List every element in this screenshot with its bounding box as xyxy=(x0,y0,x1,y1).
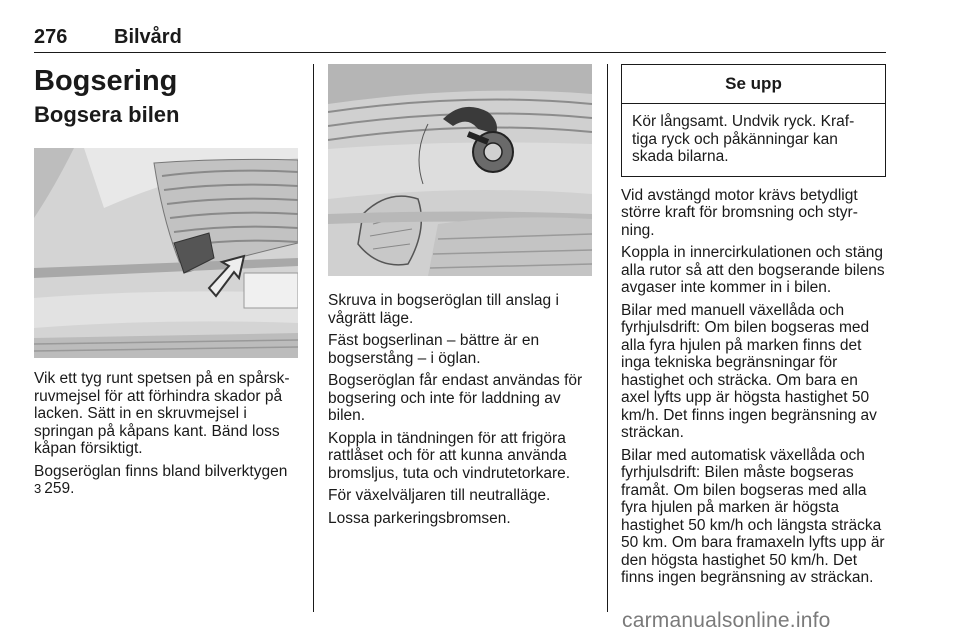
page-reference-link[interactable]: 259. xyxy=(44,480,75,497)
column-divider xyxy=(313,64,314,612)
caution-text: Kör långsamt. Undvik ryck. Kraf-tiga ryck och påkänningar kan skada bilarna. xyxy=(632,113,855,165)
info-paragraph: Bilar med automatisk växellåda och fyrhjulsdrift: Bilen måste bogseras framåt. Om bilen bogseras med alla fyra hjulen på marken är högsta hastighet 50 km/h och längsta sträcka 50 km. Om bara framaxeln lyfts upp är den högsta hastighet 50 km/h. Det finns ingen begränsning av sträckan. xyxy=(621,446,885,586)
column-right xyxy=(621,64,886,592)
instruction-paragraph: Fäst bogserlinan – bättre är en bogserstång – i öglan. xyxy=(328,332,540,367)
info-paragraph: Koppla in innercirkulationen och stäng alla rutor så att den bogserande bilens avgaser inte kommer in i bilen. xyxy=(621,244,885,296)
page-number: 276 xyxy=(34,26,68,48)
column-divider xyxy=(607,64,608,612)
column-middle xyxy=(328,64,592,532)
watermark: carmanualsonline.info xyxy=(622,609,831,632)
illustration-towing-eye xyxy=(328,64,592,276)
page-header xyxy=(34,26,886,53)
info-paragraph: Bilar med manuell växellåda och fyrhjulsdrift: Om bilen bogseras med alla fyra hjulen på marken finns det inga tekniska begränsningar för hastighet och sträcka. Om bara en axel lyfts upp är högsta hastighet 50 km/h. Det finns ingen begränsning av sträckan. xyxy=(621,301,877,441)
page-reference-icon: 3 xyxy=(34,481,42,496)
instruction-paragraph: Vik ett tyg runt spetsen på en spårsk-ruvmejsel för att förhindra skador på lacken. Sätt in en skruvmejsel i springan på kåpans kant. Bänd loss kåpan försiktigt. xyxy=(34,370,290,457)
reference-text: Bogseröglan finns bland bilverktygen xyxy=(34,462,288,480)
instruction-paragraph: Lossa parkeringsbromsen. xyxy=(328,509,511,527)
subsection-title: Bogsera bilen xyxy=(34,102,180,127)
instruction-paragraph: För växelväljaren till neutralläge. xyxy=(328,487,551,504)
reference-paragraph xyxy=(34,463,298,498)
column-left xyxy=(34,64,298,503)
caution-title: Se upp xyxy=(622,65,885,104)
chapter-title: Bogsering xyxy=(34,65,178,97)
instruction-paragraph: Bogseröglan får endast användas för bogsering och inte för laddning av bilen. xyxy=(328,372,583,424)
illustration-cover-removal xyxy=(34,148,298,358)
caution-box xyxy=(621,64,886,177)
instruction-paragraph: Skruva in bogseröglan till anslag i vågrätt läge. xyxy=(328,292,559,327)
instruction-paragraph: Koppla in tändningen för att frigöra rattlåset och för att kunna använda bromsljus, tuta och vindrutetorkare. xyxy=(328,429,571,482)
info-paragraph: Vid avstängd motor krävs betydligt större kraft för bromsning och styr-ning. xyxy=(621,186,858,239)
section-title: Bilvård xyxy=(114,26,182,48)
